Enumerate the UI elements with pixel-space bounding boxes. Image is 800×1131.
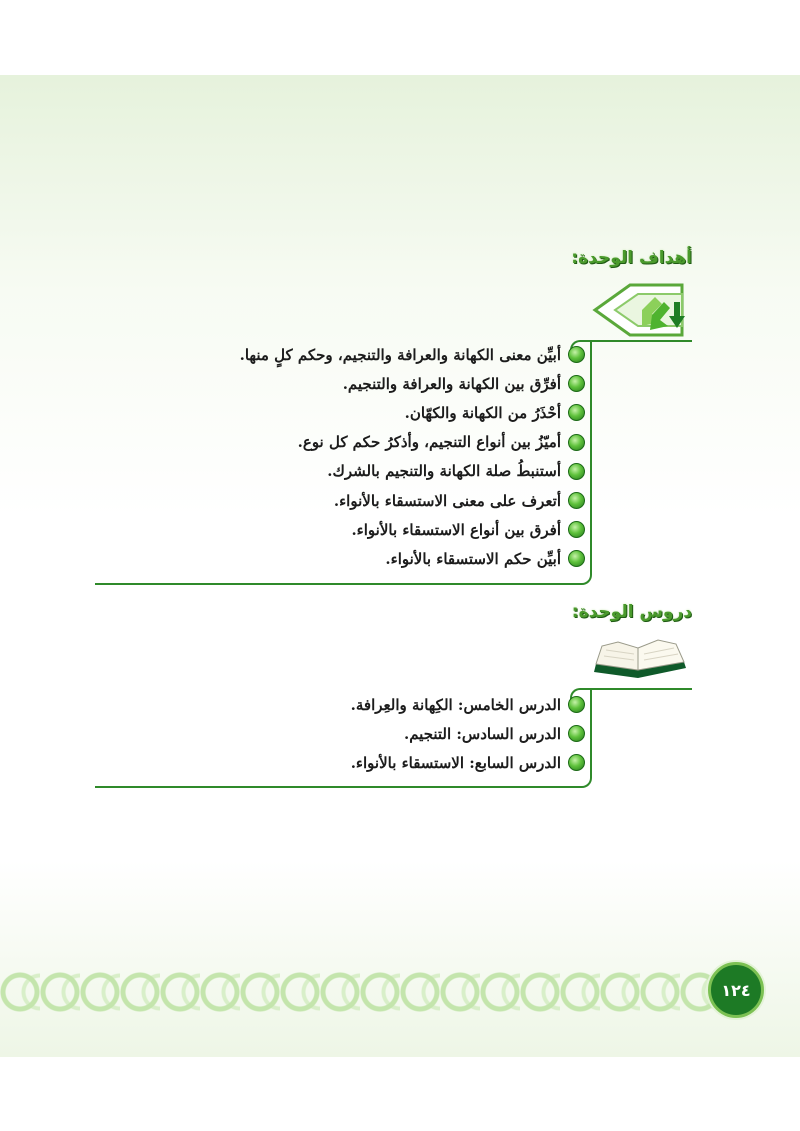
decorative-border	[0, 952, 720, 1032]
green-ball-bullet-icon	[568, 434, 585, 451]
list-item: الدرس الخامس: الكِهانة والعِرافة.	[351, 690, 585, 719]
green-ball-bullet-icon	[568, 375, 585, 392]
page-number: ١٢٤	[721, 980, 751, 1000]
list-item: أميّزُ بين أنواع التنجيم، وأذكرُ حكم كل نوع.	[240, 428, 585, 457]
green-ball-bullet-icon	[568, 346, 585, 363]
lessons-frame-top	[580, 688, 692, 690]
list-item: أفرِّق بين الكهانة والعرافة والتنجيم.	[240, 369, 585, 398]
green-ball-bullet-icon	[568, 754, 585, 771]
arrows-target-icon	[590, 280, 690, 340]
green-ball-bullet-icon	[568, 696, 585, 713]
goals-list	[240, 340, 585, 574]
list-item: أتعرف على معنى الاستسقاء بالأنواء.	[240, 486, 585, 515]
green-ball-bullet-icon	[568, 463, 585, 480]
list-item: أحْذَرُ من الكهانة والكهّان.	[240, 398, 585, 427]
goals-frame-top	[580, 340, 692, 342]
green-ball-bullet-icon	[568, 521, 585, 538]
list-item: الدرس السابع: الاستسقاء بالأنواء.	[351, 748, 585, 777]
list-item: أفرق بين أنواع الاستسقاء بالأنواء.	[240, 515, 585, 544]
list-item: أستنبطُ صلة الكهانة والتنجيم بالشرك.	[240, 457, 585, 486]
open-book-icon	[588, 638, 692, 680]
green-ball-bullet-icon	[568, 725, 585, 742]
green-ball-bullet-icon	[568, 404, 585, 421]
list-item: الدرس السادس: التنجيم.	[351, 719, 585, 748]
lessons-list	[351, 690, 585, 778]
list-item: أبيِّن حكم الاستسقاء بالأنواء.	[240, 544, 585, 573]
lessons-title: دروس الوحدة:	[571, 602, 692, 622]
green-ball-bullet-icon	[568, 492, 585, 509]
page-number-badge	[708, 962, 764, 1018]
goals-title: أهداف الوحدة:	[571, 248, 692, 268]
green-ball-bullet-icon	[568, 550, 585, 567]
list-item: أبيِّن معنى الكهانة والعرافة والتنجيم، وحكم كلٍ منها.	[240, 340, 585, 369]
